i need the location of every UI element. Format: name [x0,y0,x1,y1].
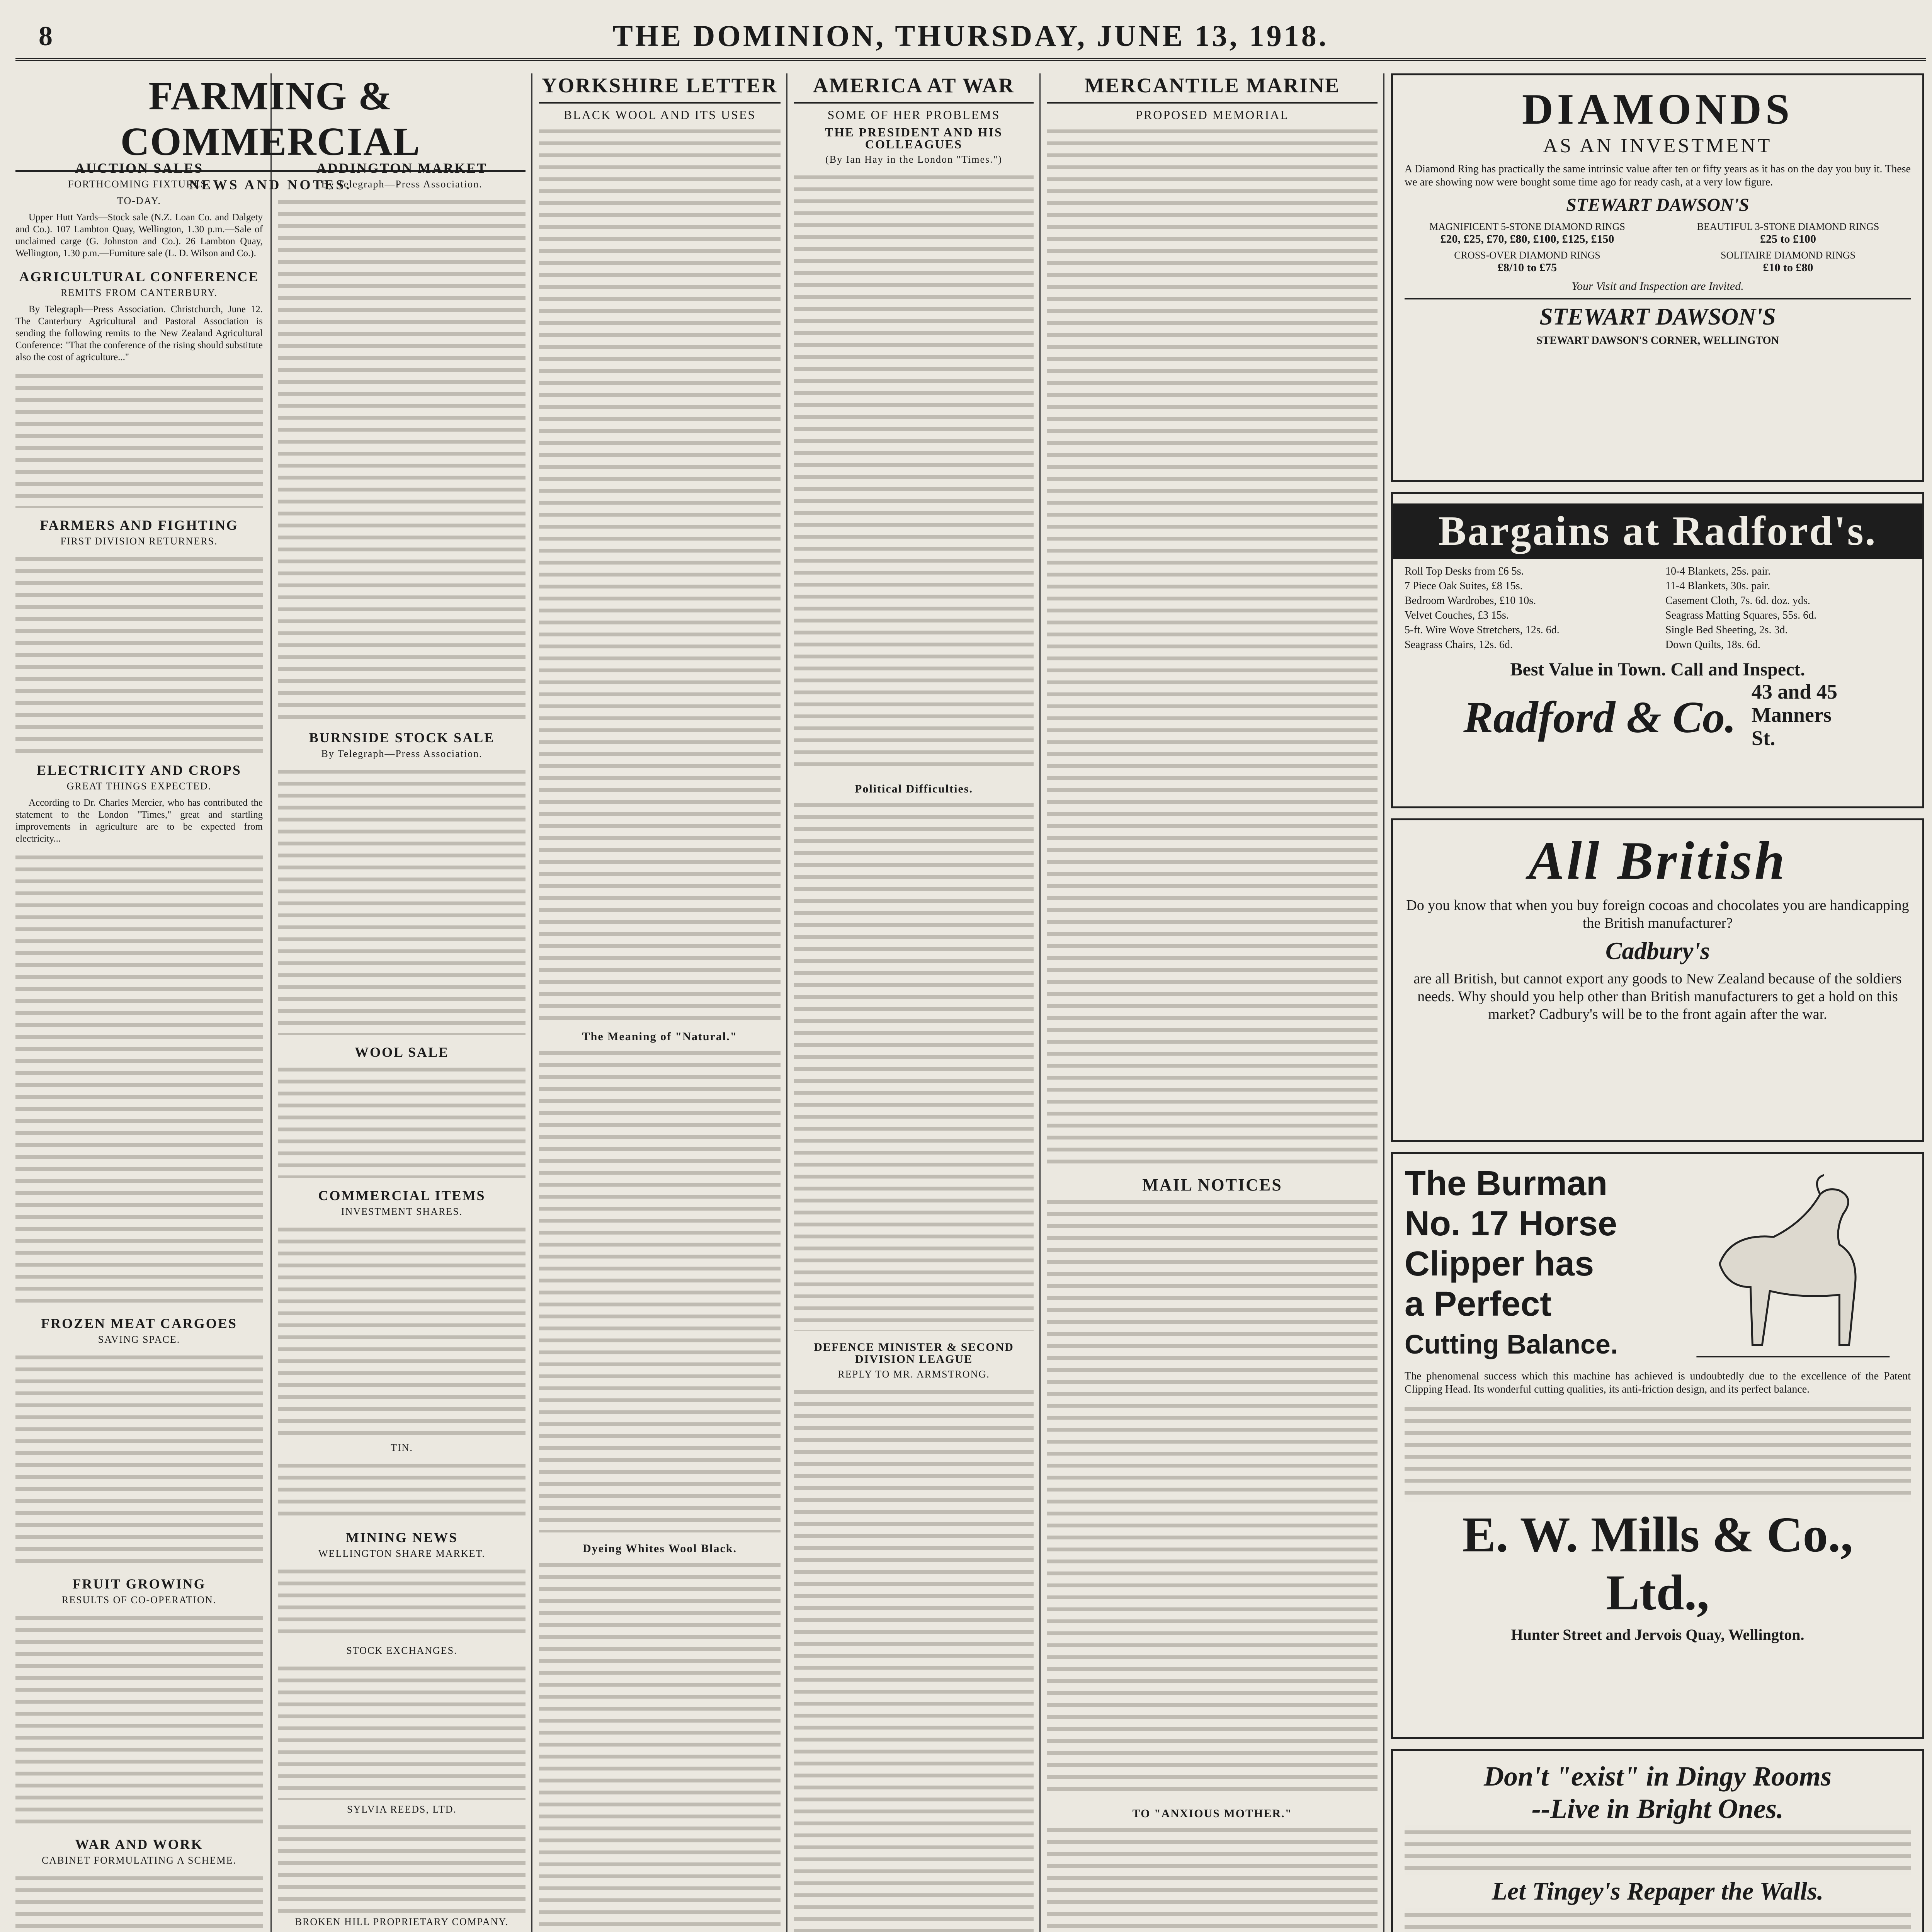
article-text-block [539,1558,781,1932]
advert-headline: Cutting Balance. [1405,1329,1618,1359]
headline: YORKSHIRE LETTER [539,73,781,104]
article-text-block [278,764,526,1035]
advert-headline: Let Tingey's Repaper the Walls. [1492,1877,1824,1905]
subheadline: SAVING SPACE. [98,1334,180,1345]
bargain-item: Down Quilts, 18s. 6d. [1665,639,1760,651]
headline: AMERICA AT WAR [794,73,1034,104]
subheadline: FIRST DIVISION RETURNERS. [60,536,218,547]
advert-text-block [1405,1825,1911,1875]
article-text-block [278,1820,526,1913]
subheadline: STOCK EXCHANGES. [346,1645,457,1656]
article-text: According to Dr. Charles Mercier, who has contributed the statement to the London "Times," great and startling improvements in agriculture are to be expected from electricity... [15,798,263,844]
headline: BURNSIDE STOCK SALE [309,730,495,745]
column-rule [1039,73,1041,1932]
advert-headline-block [1405,1163,1668,1364]
advert-text: The phenomenal success which this machine has achieved is undoubtedly due to the excellence of the Patent Clipping Head. Its wonderful cutting qualities, its anti-friction design, and its perfect balance. [1405,1370,1911,1395]
advert-text: are all British, but cannot export any goods to New Zealand because of the soldiers needs. Why should you help other than British manufacturers to get a hold on this market? Cadbury's will be to the front again after the war. [1413,971,1902,1022]
ring-item [1665,221,1911,246]
advert-address: 43 and 45 Manners St. [1751,680,1837,750]
article-text-block [15,850,263,1306]
subheadline: REPLY TO MR. ARMSTRONG. [838,1369,990,1380]
ring-item [1665,250,1911,274]
subheadline: TIN. [391,1442,413,1453]
subheadline: INVESTMENT SHARES. [341,1206,463,1217]
subheadline: REMITS FROM CANTERBURY. [61,287,218,298]
subheadline: Political Difficulties. [855,782,973,795]
headline: DEFENCE MINISTER & SECOND DIVISION LEAGUE [814,1341,1014,1366]
column-5 [1047,73,1378,1932]
advert-note: Your Visit and Inspection are Invited. [1571,280,1744,293]
advert-subtitle: AS AN INVESTMENT [1543,135,1772,157]
ring-name: CROSS-OVER DIAMOND RINGS [1454,250,1600,261]
subheadline: FORTHCOMING FIXTURES. [68,179,211,190]
subheadline: SOME OF HER PROBLEMS [827,108,1000,122]
article-text-block [539,124,781,1020]
bargain-list [1405,565,1911,651]
headline: FROZEN MEAT CARGOES [41,1316,237,1331]
section-title: FARMING & COMMERCIAL [15,73,526,172]
tingeys-advert [1391,1749,1924,1932]
advert-address: STEWART DAWSON'S CORNER, WELLINGTON [1536,335,1779,347]
article-text-block [794,170,1034,773]
radfords-advert [1391,492,1924,808]
article-text: Upper Hutt Yards—Stock sale (N.Z. Loan Co. and Dalgety and Co.). 107 Lambton Quay, Wellington, 1.30 p.m.—Sale of unclaimed carge (G. Johnston and Co.). 26 Lambton Quay, Wellington, 1.30 p.m.—Furniture sale (L. D. Wilson and Co.). [15,212,263,259]
headline: MERCANTILE MARINE [1047,73,1378,104]
article-text-block [15,369,263,508]
byline: (By Ian Hay in the London "Times.") [825,154,1002,165]
article-text-block [278,1222,526,1439]
article-text-block [15,1611,263,1827]
article-text-block [794,798,1034,1331]
article-text-block [278,195,526,720]
article-text-block [15,1871,263,1932]
advert-title: DIAMONDS [1522,85,1794,133]
column-3 [539,73,781,1932]
subheadline: SYLVIA REEDS, LTD. [347,1804,457,1815]
column-rule [1383,73,1384,1932]
article-text-block [1047,1195,1378,1798]
advert-slogan: Best Value in Town. Call and Inspect. [1510,659,1805,680]
ring-item [1405,221,1650,246]
headline: WAR AND WORK [75,1837,203,1852]
headline: MAIL NOTICES [1142,1175,1282,1194]
headline: AUCTION SALES [75,160,204,176]
article-text-block [794,1385,1034,1932]
subheadline: The Meaning of "Natural." [582,1030,738,1043]
ring-item [1405,250,1650,274]
subheadline: PROPOSED MEMORIAL [1136,108,1289,122]
advert-text: A Diamond Ring has practically the same intrinsic value after ten or fifty years as it has on the day you buy it. These we are showing now were bought some time ago for ready cash, at a very low figure. [1405,163,1911,188]
ring-name: MAGNIFICENT 5-STONE DIAMOND RINGS [1429,221,1625,232]
ring-price: £25 to £100 [1760,233,1816,245]
headline: ADDINGTON MARKET [316,160,488,176]
subheadline: TO "ANXIOUS MOTHER." [1132,1807,1293,1820]
masthead [15,12,1926,61]
subheadline: CABINET FORMULATING A SCHEME. [42,1855,236,1866]
advert-text: Do you know that when you buy foreign cocoas and chocolates you are handicapping the British manufacturer? [1406,897,1909,931]
advert-headline: Clipper has [1405,1245,1594,1283]
article-text-block [1047,1823,1378,1932]
article-text-block [15,552,263,753]
subheadline: By Telegraph—Press Association. [321,748,483,759]
column-rule [531,73,532,1932]
advert-brand: STEWART DAWSON'S [1405,298,1911,331]
article-text-block [278,1661,526,1800]
advert-headline: a Perfect [1405,1285,1552,1323]
advert-headline: No. 17 Horse [1405,1204,1617,1243]
advert-headline: --Live in Bright Ones. [1531,1793,1784,1824]
advert-title: All British [1528,831,1787,891]
subheadline: TO-DAY. [117,195,161,206]
subheadline: RESULTS OF CO-OPERATION. [61,1594,217,1605]
headline: COMMERCIAL ITEMS [318,1188,486,1203]
headline: FRUIT GROWING [72,1576,206,1592]
ring-price: £8/10 to £75 [1497,261,1557,274]
advert-headline: The Burman [1405,1164,1608,1203]
subheadline: GREAT THINGS EXPECTED. [66,781,212,792]
ring-price-list [1405,221,1911,274]
bargain-item: 5-ft. Wire Wove Stretchers, 12s. 6d. [1405,624,1560,636]
section-subtitle: NEWS AND NOTES. [189,177,352,192]
advert-brand: E. W. Mills & Co., Ltd., [1462,1507,1853,1621]
burman-clipper-advert [1391,1152,1924,1739]
ring-price: £10 to £80 [1763,261,1813,274]
advertisements-column [1391,73,1924,1932]
article-text-block [15,1350,263,1566]
diamonds-advert [1391,73,1924,482]
bargain-item: Single Bed Sheeting, 2s. 3d. [1665,624,1788,636]
bargain-item: Seagrass Chairs, 12s. 6d. [1405,639,1513,651]
article-text-block [278,1564,526,1641]
subheadline: By Telegraph—Press Association. [321,179,483,190]
bargain-item: Velvet Couches, £3 15s. [1405,609,1509,621]
advert-banner: Bargains at Radford's. [1393,503,1922,559]
bargain-item: Roll Top Desks from £6 5s. [1405,565,1524,577]
headline: FARMERS AND FIGHTING [40,517,238,533]
headline: ELECTRICITY AND CROPS [37,762,242,778]
subheadline: WELLINGTON SHARE MARKET. [318,1548,485,1559]
horse-illustration [1668,1163,1911,1364]
article-text: By Telegraph—Press Association. Christchurch, June 12. The Canterbury Agricultural and Pastoral Association is sending the following remits to the New Zealand Agricultural Conference: "That the conference of the rising should substitute also the cost of agriculture..." [15,304,263,362]
article-text-block [1047,124,1378,1167]
bargain-item: Bedroom Wardrobes, £10 10s. [1405,595,1536,607]
advert-brand: Radford & Co. [1463,692,1736,742]
ring-price: £20, £25, £70, £80, £100, £125, £150 [1440,233,1614,245]
page-number: 8 [39,20,53,51]
column-2 [278,151,526,1932]
column-4 [794,73,1034,1932]
headline: WOOL SALE [354,1044,449,1060]
article-text-block [539,1046,781,1532]
headline: AGRICULTURAL CONFERENCE [19,269,259,284]
subheadline: THE PRESIDENT AND HIS COLLEAGUES [825,125,1003,151]
subheadline: Dyeing Whites Wool Black. [583,1542,737,1555]
bargain-item: 11-4 Blankets, 30s. pair. [1665,580,1770,592]
page-title: THE DOMINION, THURSDAY, JUNE 13, 1918. [612,19,1329,53]
bargain-item: 10-4 Blankets, 25s. pair. [1665,565,1771,577]
column-1 [15,151,263,1932]
column-rule [786,73,787,1932]
article-text-block [278,1458,526,1520]
ring-name: SOLITAIRE DIAMOND RINGS [1721,250,1855,261]
advert-address: Hunter Street and Jervois Quay, Wellington. [1511,1626,1804,1643]
advert-brand: STEWART DAWSON'S [1566,195,1749,215]
article-text-block [278,1062,526,1178]
advert-headline: Don't "exist" in Dingy Rooms [1483,1761,1832,1792]
subheadline: BROKEN HILL PROPRIETARY COMPANY. [295,1916,509,1927]
ring-name: BEAUTIFUL 3-STONE DIAMOND RINGS [1697,221,1879,232]
subheadline: BLACK WOOL AND ITS USES [563,108,756,122]
headline: MINING NEWS [345,1530,458,1545]
advert-brand: Cadbury's [1605,937,1710,964]
cadburys-advert [1391,818,1924,1142]
bargain-item: Casement Cloth, 7s. 6d. doz. yds. [1665,595,1810,607]
advert-text-block [1405,1908,1911,1932]
bargain-item: 7 Piece Oak Suites, £8 15s. [1405,580,1523,592]
bargain-item: Seagrass Matting Squares, 55s. 6d. [1665,609,1817,621]
advert-text-block [1405,1401,1911,1502]
